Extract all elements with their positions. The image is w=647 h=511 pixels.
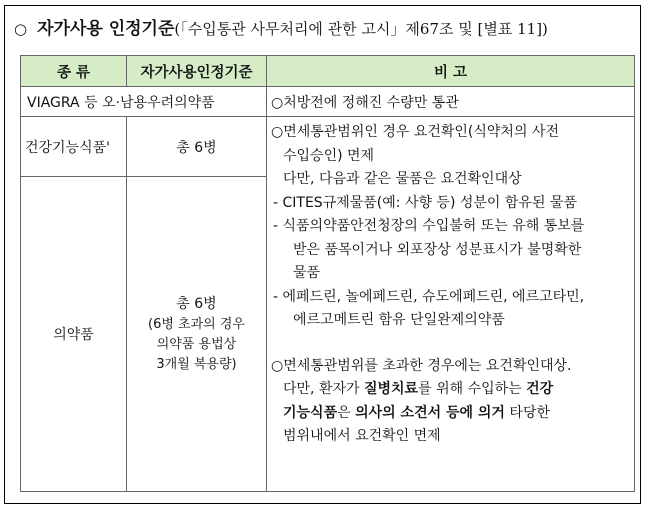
remark-p2-line4: 범위내에서 요건확인 면제 xyxy=(283,428,441,444)
remark-p2-bold-doctor: 의사의 소견서 등에 의거 xyxy=(355,404,505,421)
cell-remarks xyxy=(267,117,635,492)
cell-viagra-remark: ○처방전에 정해진 수량만 통관 xyxy=(267,87,635,117)
remark-p2-text-b: 은 xyxy=(337,404,356,421)
remark-dash3-line2: 에르고메트린 함유 단일완제의약품 xyxy=(293,312,505,328)
header-type: 종 류 xyxy=(21,56,127,87)
cell-health-standard: 총 6병 xyxy=(127,117,267,177)
remark-p2-line1: ○면세통관범위를 초과한 경우에는 요건확인대상. xyxy=(271,357,572,374)
remark-p2-text-a: 다만, 환자가 xyxy=(283,381,364,397)
medicine-standard-line3: 의약품 용법상 xyxy=(156,337,237,352)
criteria-table xyxy=(20,55,635,492)
remark-p1-line1: ○면세통관범위인 경우 요건확인(식약처의 사전 xyxy=(271,124,559,140)
remark-p1-line2: 수입승인) 면제 xyxy=(283,147,375,164)
remark-p2-line2 xyxy=(271,378,630,402)
header-remark: 비 고 xyxy=(267,56,635,87)
remark-p2-text-d: 타당한 xyxy=(504,404,550,421)
cell-viagra-type: VIAGRA 등 오·남용우려의약품 xyxy=(21,87,267,117)
cell-health-type: 건강기능식품' xyxy=(21,117,127,177)
medicine-standard-line2: (6병 초과의 경우 xyxy=(148,317,245,332)
remark-p2-bold-functional: 기능식품 xyxy=(283,404,338,421)
remark-gap xyxy=(271,333,630,355)
title-reference: (「수입통관 사무처리에 관한 고시」제67조 및 [별표 11]) xyxy=(174,20,548,38)
table-row-health xyxy=(21,117,635,177)
remark-p2-bold-health: 건강 xyxy=(526,381,554,397)
remark-dash1: - CITES규제물품(예: 사향 등) 성분이 함유된 물품 xyxy=(273,194,577,211)
title-main: 자가사용 인정기준 xyxy=(37,19,175,39)
cell-medicine-standard xyxy=(127,177,267,492)
remark-dash2-line1: - 식품의약품안전청장의 수입불허 또는 유해 통보를 xyxy=(273,218,585,234)
remark-dash2-line2: 받은 품목이거나 외포장상 성분표시가 불명확한 xyxy=(293,241,582,258)
remark-dash2-line3: 물품 xyxy=(293,265,321,281)
cell-medicine-type: 의약품 xyxy=(21,177,127,492)
title-bullet: ○ xyxy=(14,20,28,38)
medicine-standard-line4: 3개월 복용량) xyxy=(156,357,237,372)
table-header-row xyxy=(21,56,635,87)
remark-p2-bold-disease: 질병치료 xyxy=(363,381,419,397)
medicine-standard-line1: 총 6병 xyxy=(176,296,217,312)
section-title xyxy=(14,14,548,39)
table-row-viagra xyxy=(21,87,635,117)
remark-dash3-line1: - 에페드린, 놀에페드린, 슈도에페드린, 에르고타민, xyxy=(273,288,585,305)
remark-p2-text-c: 를 위해 수입하는 xyxy=(418,381,527,397)
remark-p2-line3 xyxy=(271,402,630,426)
remark-p1-line3: 다만, 다음과 같은 물품은 요건확인대상 xyxy=(283,171,522,187)
header-standard: 자가사용인정기준 xyxy=(127,56,267,87)
